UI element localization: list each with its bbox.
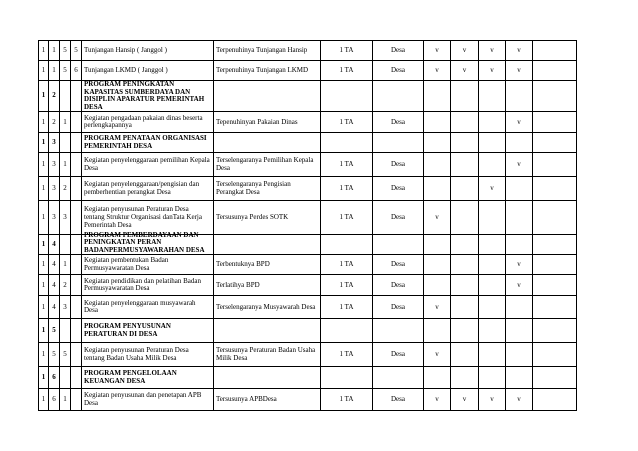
notes-cell xyxy=(533,275,577,296)
activity-row xyxy=(39,389,577,411)
code-1: 1 xyxy=(39,81,49,112)
notes-cell xyxy=(533,255,577,275)
period-mark: v xyxy=(479,41,506,61)
activity-name: Kegiatan pendidikan dan pelatihan Badan Permusyawaratan Desa xyxy=(82,275,214,296)
activity-name: Kegiatan penyelenggaraan pemilihan Kepala Desa xyxy=(82,153,214,177)
activity-volume: 1 TA xyxy=(321,343,373,367)
program-title-text: PROGRAM PEMBERDAYAAN DAN PENINGKATAN PERAN BADANPERMUSYAWARAHAN DESA xyxy=(84,230,205,254)
notes-cell xyxy=(533,61,577,81)
activity-row xyxy=(39,153,577,177)
activity-row xyxy=(39,343,577,367)
volume-cell xyxy=(321,235,373,255)
activity-name: Kegiatan penyusunan Peraturan Desa tentang Struktur Organisasi danTata Kerja Pemerintah Desa xyxy=(82,201,214,235)
period-mark xyxy=(451,296,479,319)
period-mark xyxy=(479,255,506,275)
activity-volume: 1 TA xyxy=(321,389,373,411)
period-mark: v xyxy=(424,389,451,411)
code-1: 1 xyxy=(39,367,49,389)
code-2: 6 xyxy=(49,389,60,411)
volume-cell xyxy=(321,319,373,343)
code-1: 1 xyxy=(39,296,49,319)
code-2: 3 xyxy=(49,177,60,201)
period-mark: v xyxy=(451,61,479,81)
notes-cell xyxy=(533,201,577,235)
volume-cell xyxy=(321,81,373,112)
code-4 xyxy=(71,81,82,112)
period-cell xyxy=(479,235,506,255)
code-3: 3 xyxy=(60,201,71,235)
volume-cell xyxy=(321,133,373,153)
location-cell xyxy=(373,133,424,153)
activity-name: Tunjangan LKMD ( Janggol ) xyxy=(82,61,214,81)
notes-cell xyxy=(533,112,577,133)
period-mark xyxy=(424,275,451,296)
code-1: 1 xyxy=(39,343,49,367)
code-3: 5 xyxy=(60,343,71,367)
period-mark: v xyxy=(506,389,533,411)
activity-name: Kegiatan penyelenggaraan/pengisian dan pemberhentian perangkat Desa xyxy=(82,177,214,201)
period-cell xyxy=(479,367,506,389)
code-2: 4 xyxy=(49,275,60,296)
period-cell xyxy=(424,319,451,343)
period-cell xyxy=(506,319,533,343)
code-1: 1 xyxy=(39,319,49,343)
period-mark xyxy=(424,153,451,177)
notes-cell xyxy=(533,319,577,343)
code-1: 1 xyxy=(39,275,49,296)
activity-name: Kegiatan penyelenggaraan musyawarah Desa xyxy=(82,296,214,319)
period-cell xyxy=(451,81,479,112)
notes-cell xyxy=(533,367,577,389)
period-mark: v xyxy=(424,41,451,61)
code-1: 1 xyxy=(39,177,49,201)
activity-output: Terselengaranya Musyawarah Desa xyxy=(214,296,321,319)
period-cell xyxy=(424,81,451,112)
code-3: 1 xyxy=(60,112,71,133)
period-mark xyxy=(451,201,479,235)
program-title-text: PROGRAM PENATAAN ORGANISASI PEMERINTAH DESA xyxy=(84,134,207,150)
period-mark xyxy=(424,255,451,275)
code-4 xyxy=(71,112,82,133)
period-mark: v xyxy=(451,41,479,61)
period-cell xyxy=(451,319,479,343)
activity-row xyxy=(39,61,577,81)
activity-location: Desa xyxy=(373,61,424,81)
code-3: 1 xyxy=(60,255,71,275)
code-3: 2 xyxy=(60,177,71,201)
output-cell xyxy=(214,133,321,153)
activity-row xyxy=(39,275,577,296)
program-title xyxy=(82,230,214,255)
code-1: 1 xyxy=(39,255,49,275)
activity-name: Kegiatan penyusunan dan penetapan APB Desa xyxy=(82,389,214,411)
period-mark: v xyxy=(506,275,533,296)
period-mark xyxy=(479,296,506,319)
output-cell xyxy=(214,81,321,112)
code-4: 5 xyxy=(71,41,82,61)
code-1: 1 xyxy=(39,201,49,235)
program-title xyxy=(82,319,214,343)
period-mark xyxy=(451,153,479,177)
code-4 xyxy=(71,296,82,319)
code-3: 3 xyxy=(60,296,71,319)
activity-output: Terselengaranya Pengisian Perangkat Desa xyxy=(214,177,321,201)
program-title-text: PROGRAM PENINGKATAN KAPASITAS SUMBERDAYA DAN DISIPLIN APARATUR PEMERINTAH DESA xyxy=(84,80,205,111)
period-mark xyxy=(506,296,533,319)
code-4 xyxy=(71,177,82,201)
output-cell xyxy=(214,235,321,255)
program-row xyxy=(39,367,577,389)
activity-volume: 1 TA xyxy=(321,177,373,201)
notes-cell xyxy=(533,81,577,112)
period-mark xyxy=(451,255,479,275)
period-mark xyxy=(451,112,479,133)
location-cell xyxy=(373,235,424,255)
code-3 xyxy=(60,81,71,112)
activity-name: Kegiatan pengadaan pakaian dinas beserta perlengkapannya xyxy=(82,112,214,133)
period-mark xyxy=(479,275,506,296)
period-mark xyxy=(479,343,506,367)
code-2: 5 xyxy=(49,319,60,343)
activity-output: Tersusunya APBDesa xyxy=(214,389,321,411)
code-3: 2 xyxy=(60,275,71,296)
program-title xyxy=(82,133,214,153)
activity-volume: 1 TA xyxy=(321,201,373,235)
activity-name: Tunjangan Hansip ( Janggol ) xyxy=(82,41,214,61)
period-mark: v xyxy=(506,61,533,81)
period-cell xyxy=(451,235,479,255)
activity-volume: 1 TA xyxy=(321,61,373,81)
period-mark: v xyxy=(424,61,451,81)
period-mark: v xyxy=(479,177,506,201)
code-3: 1 xyxy=(60,153,71,177)
activity-row xyxy=(39,201,577,235)
code-2: 4 xyxy=(49,255,60,275)
activity-output: Terpenuhinya Tunjangan Hansip xyxy=(214,41,321,61)
code-1: 1 xyxy=(39,112,49,133)
activity-location: Desa xyxy=(373,177,424,201)
period-mark xyxy=(451,275,479,296)
code-2: 2 xyxy=(49,81,60,112)
activity-name: Kegiatan penyusunan Peraturan Desa tentang Badan Usaha Milik Desa xyxy=(82,343,214,367)
activity-row xyxy=(39,112,577,133)
code-2: 3 xyxy=(49,153,60,177)
period-mark xyxy=(479,201,506,235)
code-1: 1 xyxy=(39,61,49,81)
activity-row xyxy=(39,177,577,201)
period-cell xyxy=(506,133,533,153)
activity-volume: 1 TA xyxy=(321,255,373,275)
activity-row xyxy=(39,255,577,275)
notes-cell xyxy=(533,133,577,153)
code-2: 6 xyxy=(49,367,60,389)
activity-volume: 1 TA xyxy=(321,41,373,61)
code-4 xyxy=(71,389,82,411)
program-title xyxy=(82,81,214,112)
period-mark: v xyxy=(506,153,533,177)
code-1: 1 xyxy=(39,133,49,153)
code-1: 1 xyxy=(39,153,49,177)
activity-output: Tepenuhinyan Pakaian Dinas xyxy=(214,112,321,133)
program-title-text: PROGRAM PENGELOLAAN KEUANGAN DESA xyxy=(84,369,177,385)
activity-volume: 1 TA xyxy=(321,153,373,177)
period-mark: v xyxy=(479,389,506,411)
period-mark: v xyxy=(424,201,451,235)
notes-cell xyxy=(533,343,577,367)
notes-cell xyxy=(533,41,577,61)
code-2: 1 xyxy=(49,61,60,81)
code-3 xyxy=(60,319,71,343)
period-cell xyxy=(424,133,451,153)
code-4 xyxy=(71,343,82,367)
notes-cell xyxy=(533,296,577,319)
activity-volume: 1 TA xyxy=(321,275,373,296)
activity-location: Desa xyxy=(373,255,424,275)
program-row xyxy=(39,235,577,255)
activity-location: Desa xyxy=(373,201,424,235)
code-4 xyxy=(71,235,82,255)
output-cell xyxy=(214,367,321,389)
code-2: 3 xyxy=(49,201,60,235)
period-cell xyxy=(479,81,506,112)
period-mark: v xyxy=(506,255,533,275)
period-cell xyxy=(451,133,479,153)
code-4 xyxy=(71,275,82,296)
notes-cell xyxy=(533,235,577,255)
period-mark xyxy=(479,153,506,177)
period-mark: v xyxy=(424,343,451,367)
code-1: 1 xyxy=(39,41,49,61)
period-cell xyxy=(479,133,506,153)
period-cell xyxy=(506,367,533,389)
code-4: 6 xyxy=(71,61,82,81)
code-2: 2 xyxy=(49,112,60,133)
notes-cell xyxy=(533,153,577,177)
notes-cell xyxy=(533,389,577,411)
activity-row xyxy=(39,296,577,319)
activity-output: Tersusunya Peraturan Badan Usaha Milik Desa xyxy=(214,343,321,367)
code-4 xyxy=(71,255,82,275)
code-2: 4 xyxy=(49,296,60,319)
activity-volume: 1 TA xyxy=(321,296,373,319)
period-mark: v xyxy=(506,112,533,133)
activity-row xyxy=(39,41,577,61)
output-cell xyxy=(214,319,321,343)
code-2: 3 xyxy=(49,133,60,153)
location-cell xyxy=(373,81,424,112)
activity-location: Desa xyxy=(373,112,424,133)
period-mark xyxy=(479,112,506,133)
period-mark xyxy=(451,177,479,201)
activity-output: Terpenuhinya Tunjangan LKMD xyxy=(214,61,321,81)
activity-location: Desa xyxy=(373,153,424,177)
activity-output: Terlatihya BPD xyxy=(214,275,321,296)
activity-location: Desa xyxy=(373,41,424,61)
code-3 xyxy=(60,235,71,255)
code-3: 5 xyxy=(60,61,71,81)
code-2: 5 xyxy=(49,343,60,367)
program-row xyxy=(39,81,577,112)
program-table xyxy=(38,40,577,411)
code-4 xyxy=(71,367,82,389)
period-cell xyxy=(424,235,451,255)
period-mark: v xyxy=(424,296,451,319)
period-mark xyxy=(424,177,451,201)
code-2: 1 xyxy=(49,41,60,61)
program-row xyxy=(39,133,577,153)
period-cell xyxy=(506,235,533,255)
activity-location: Desa xyxy=(373,389,424,411)
code-4 xyxy=(71,153,82,177)
volume-cell xyxy=(321,367,373,389)
program-title xyxy=(82,367,214,389)
period-mark: v xyxy=(479,61,506,81)
period-mark xyxy=(506,201,533,235)
period-mark xyxy=(506,177,533,201)
code-4 xyxy=(71,133,82,153)
code-1: 1 xyxy=(39,235,49,255)
activity-output: Tersusunya Perdes SOTK xyxy=(214,201,321,235)
activity-location: Desa xyxy=(373,296,424,319)
location-cell xyxy=(373,319,424,343)
program-title-text: PROGRAM PENYUSUNAN PERATURAN DI DESA xyxy=(84,322,171,338)
period-mark xyxy=(506,343,533,367)
code-2: 4 xyxy=(49,235,60,255)
period-mark xyxy=(451,343,479,367)
period-mark: v xyxy=(506,41,533,61)
period-cell xyxy=(479,319,506,343)
notes-cell xyxy=(533,177,577,201)
period-cell xyxy=(506,81,533,112)
code-3: 1 xyxy=(60,389,71,411)
activity-location: Desa xyxy=(373,275,424,296)
code-4 xyxy=(71,319,82,343)
code-3 xyxy=(60,367,71,389)
activity-name: Kegiatan pembentukan Badan Permusyawaratan Desa xyxy=(82,255,214,275)
location-cell xyxy=(373,367,424,389)
program-row xyxy=(39,319,577,343)
code-4 xyxy=(71,201,82,235)
period-mark xyxy=(424,112,451,133)
code-3: 5 xyxy=(60,41,71,61)
code-3 xyxy=(60,133,71,153)
activity-location: Desa xyxy=(373,343,424,367)
activity-output: Terselengaranya Pemilihan Kepala Desa xyxy=(214,153,321,177)
period-mark: v xyxy=(451,389,479,411)
period-cell xyxy=(424,367,451,389)
code-1: 1 xyxy=(39,389,49,411)
activity-output: Terbentuknya BPD xyxy=(214,255,321,275)
period-cell xyxy=(451,367,479,389)
activity-volume: 1 TA xyxy=(321,112,373,133)
